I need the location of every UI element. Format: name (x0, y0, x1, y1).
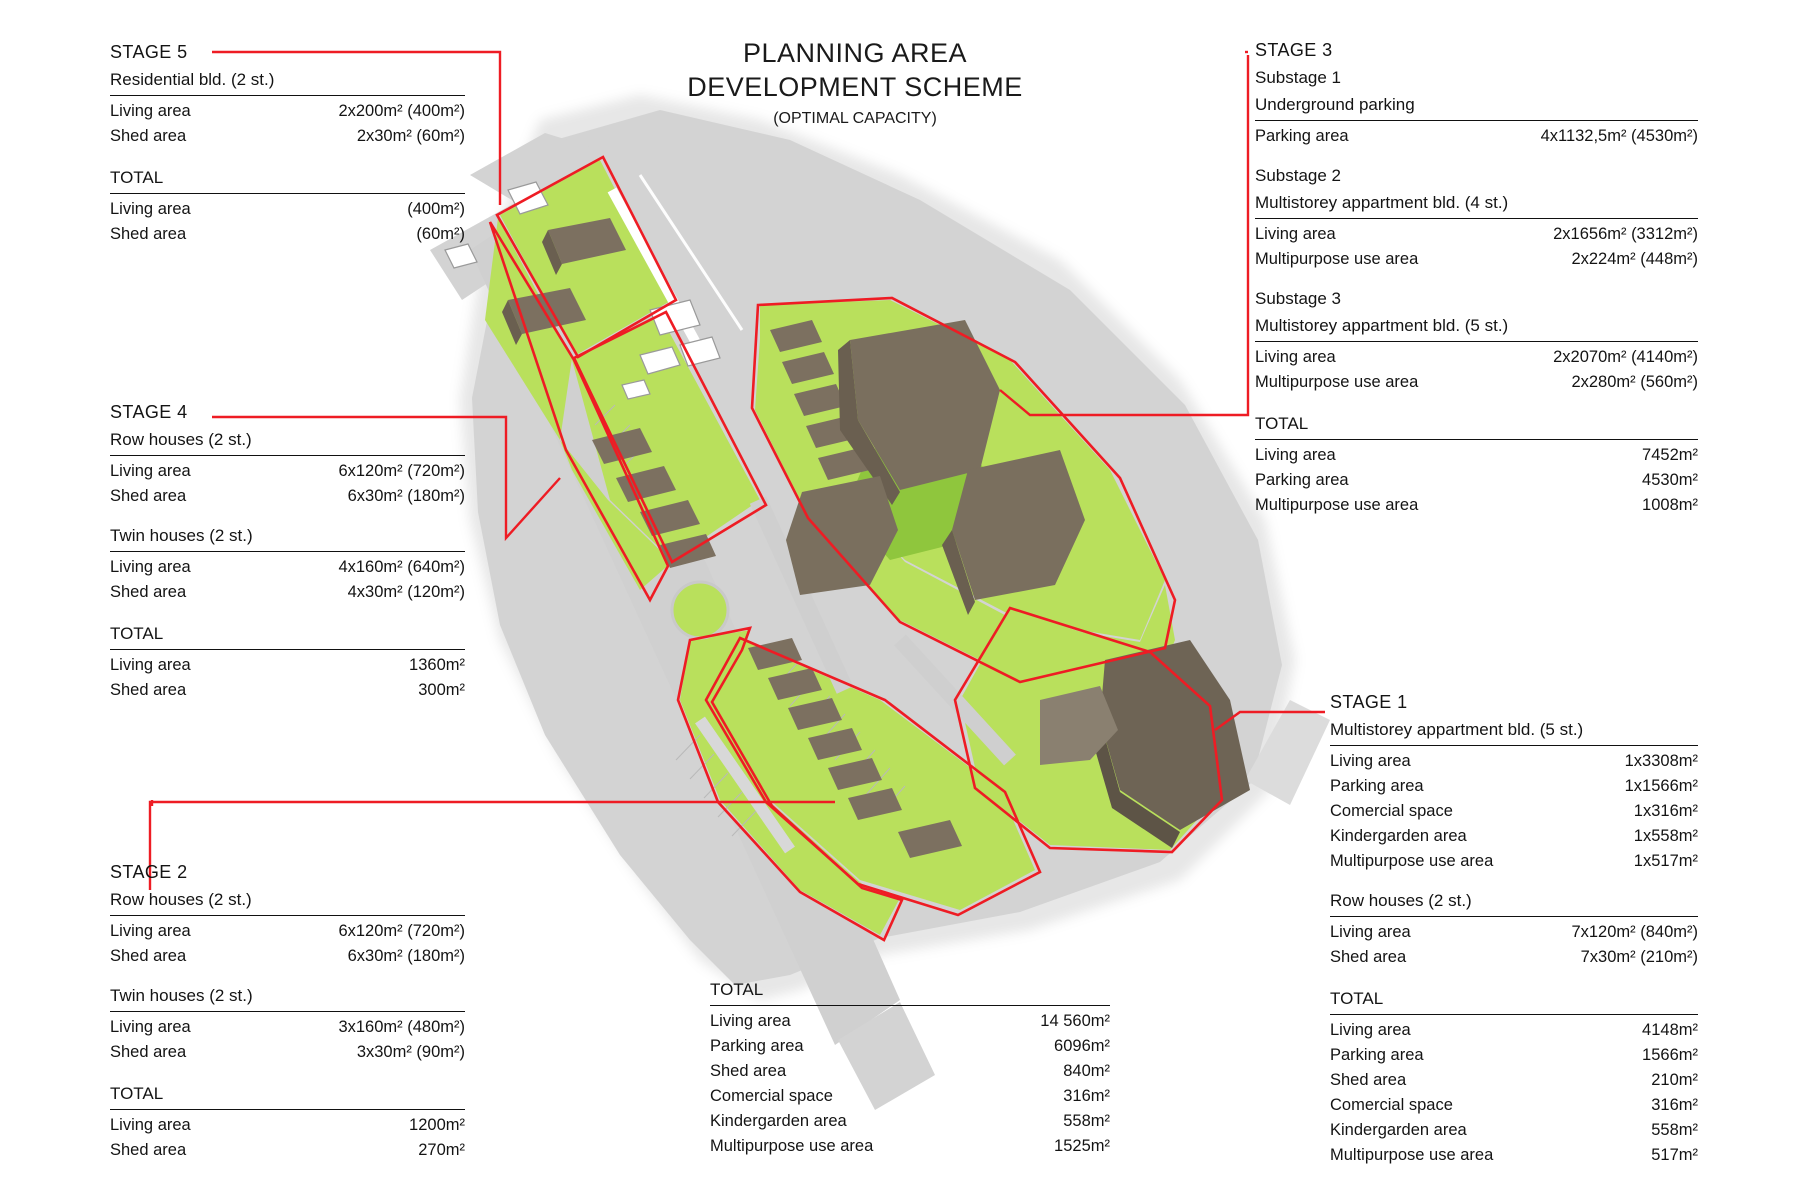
row-value: 270m² (418, 1141, 465, 1159)
row-label: Shed area (110, 681, 187, 699)
row-value: 1x558m² (1633, 827, 1698, 845)
table-row (710, 1009, 1110, 1034)
row-value: 2x30m² (60m²) (356, 127, 465, 145)
table-row (110, 1015, 465, 1040)
stage-1-group-2-rows (1330, 916, 1698, 970)
row-value: 2x280m² (560m²) (1571, 373, 1698, 391)
row-value: 2x200m² (400m²) (338, 102, 465, 120)
row-label: Multipurpose use area (1255, 250, 1419, 268)
table-row (1330, 849, 1698, 874)
panel-stage-4 (110, 400, 465, 703)
table-row (710, 1109, 1110, 1134)
table-row (110, 1113, 465, 1138)
table-row (110, 555, 465, 580)
table-row (1330, 799, 1698, 824)
table-row (710, 1134, 1110, 1159)
row-label: Shed area (1330, 1071, 1407, 1089)
row-label: Shed area (110, 487, 187, 505)
row-value: 6x30m² (180m²) (347, 487, 465, 505)
row-value: 1x1566m² (1624, 777, 1698, 795)
row-label: Kindergarden area (1330, 1121, 1467, 1139)
row-value: 1008m² (1642, 496, 1698, 514)
stage-4-group-2-rows (110, 551, 465, 605)
row-label: Living area (110, 462, 191, 480)
panel-stage-1 (1330, 690, 1698, 1168)
table-row (1330, 1018, 1698, 1043)
row-label: Comercial space (710, 1087, 833, 1105)
row-value: 1566m² (1642, 1046, 1698, 1064)
row-label: Living area (110, 1018, 191, 1036)
row-label: Parking area (1255, 127, 1349, 145)
stage-3-substage-1-title: Underground parking (1255, 95, 1415, 114)
table-row (1330, 1118, 1698, 1143)
table-row (1330, 774, 1698, 799)
stage-1-group-1-rows (1330, 745, 1698, 874)
row-value: 2x224m² (448m²) (1571, 250, 1698, 268)
table-row (1255, 443, 1698, 468)
row-label: Parking area (1330, 777, 1424, 795)
table-row (1330, 824, 1698, 849)
stage-2-total-rows (110, 1109, 465, 1163)
row-label: Comercial space (1330, 1096, 1453, 1114)
row-value: 210m² (1651, 1071, 1698, 1089)
table-row (110, 678, 465, 703)
table-row (1255, 468, 1698, 493)
row-value: 517m² (1651, 1146, 1698, 1164)
panel-stage-5 (110, 40, 465, 247)
title-subtitle: (OPTIMAL CAPACITY) (773, 110, 937, 127)
row-value: 14 560m² (1040, 1012, 1110, 1030)
row-value: 1x517m² (1633, 852, 1698, 870)
row-value: 6x120m² (720m²) (338, 922, 465, 940)
stage-5-group-1-rows (110, 95, 465, 149)
row-value: 2x2070m² (4140m²) (1553, 348, 1698, 366)
row-value: 1360m² (409, 656, 465, 674)
row-label: Living area (710, 1012, 791, 1030)
table-row (710, 1059, 1110, 1084)
row-value: 316m² (1651, 1096, 1698, 1114)
stage-3-substage-2-title: Multistorey appartment bld. (4 st.) (1255, 193, 1509, 212)
row-label: Comercial space (1330, 802, 1453, 820)
table-row (1330, 920, 1698, 945)
stage-3-total-rows (1255, 439, 1698, 518)
row-value: 840m² (1063, 1062, 1110, 1080)
row-label: Shed area (110, 127, 187, 145)
panel-stage-2 (110, 860, 465, 1163)
stage-5-total-rows (110, 193, 465, 247)
roundabout (672, 582, 728, 638)
page-title (620, 36, 1090, 128)
stage-3-substage-1-name: Substage 1 (1255, 68, 1342, 87)
row-label: Kindergarden area (710, 1112, 847, 1130)
row-label: Shed area (110, 1141, 187, 1159)
row-label: Shed area (110, 947, 187, 965)
row-value: 3x160m² (480m²) (338, 1018, 465, 1036)
stage-1-total-rows (1330, 1014, 1698, 1168)
panel-grand-total (710, 975, 1110, 1159)
stage-4-group-2-title: Twin houses (2 st.) (110, 526, 253, 545)
stage-2-name: STAGE 2 (110, 862, 188, 882)
table-row (1255, 124, 1698, 149)
row-label: Living area (110, 1116, 191, 1134)
stage-3-substage-1-rows (1255, 120, 1698, 149)
row-label: Living area (110, 656, 191, 674)
row-label: Multipurpose use area (1330, 852, 1494, 870)
table-row (1330, 945, 1698, 970)
stage-3-substage-3-rows (1255, 341, 1698, 395)
stage-1-group-2-title: Row houses (2 st.) (1330, 891, 1472, 910)
row-label: Multipurpose use area (1255, 373, 1419, 391)
row-label: Parking area (1255, 471, 1349, 489)
row-label: Living area (1330, 752, 1411, 770)
stage-3-substage-2-name: Substage 2 (1255, 166, 1342, 185)
stage-4-group-1-rows (110, 455, 465, 509)
row-value: 3x30m² (90m²) (356, 1043, 465, 1061)
table-row (110, 222, 465, 247)
row-label: Shed area (110, 583, 187, 601)
row-label: Shed area (110, 1043, 187, 1061)
table-row (1330, 1043, 1698, 1068)
row-label: Shed area (110, 225, 187, 243)
stage-4-total-rows (110, 649, 465, 703)
stage-2-group-2-rows (110, 1011, 465, 1065)
table-row (110, 99, 465, 124)
stage-3-name: STAGE 3 (1255, 40, 1333, 60)
row-label: Parking area (710, 1037, 804, 1055)
row-value: 4530m² (1642, 471, 1698, 489)
table-row (1255, 247, 1698, 272)
row-label: Living area (1255, 225, 1336, 243)
row-value: 1x316m² (1633, 802, 1698, 820)
stage-5-group-1-title: Residential bld. (2 st.) (110, 70, 275, 89)
table-row (710, 1084, 1110, 1109)
table-row (110, 124, 465, 149)
table-row (110, 653, 465, 678)
row-label: Shed area (710, 1062, 787, 1080)
table-row (110, 1138, 465, 1163)
row-label: Multipurpose use area (710, 1137, 874, 1155)
row-value: 7x120m² (840m²) (1571, 923, 1698, 941)
title-line-1: PLANNING AREA (742, 38, 968, 68)
row-label: Living area (1330, 923, 1411, 941)
row-value: 558m² (1063, 1112, 1110, 1130)
row-value: 2x1656m² (3312m²) (1553, 225, 1698, 243)
table-row (1330, 749, 1698, 774)
row-value: (400m²) (407, 200, 465, 218)
stage-4-group-1-title: Row houses (2 st.) (110, 430, 252, 449)
stage-1-total-title: TOTAL (1330, 989, 1384, 1008)
table-row (1330, 1093, 1698, 1118)
stage-3-substage-2-rows (1255, 218, 1698, 272)
table-row (110, 484, 465, 509)
title-line-2: DEVELOPMENT SCHEME (687, 72, 1023, 102)
row-value: 6x30m² (180m²) (347, 947, 465, 965)
stage-5-name: STAGE 5 (110, 42, 188, 62)
row-label: Living area (110, 558, 191, 576)
row-value: 4x1132,5m² (4530m²) (1540, 127, 1698, 145)
panel-stage-3 (1255, 38, 1698, 518)
row-value: 7x30m² (210m²) (1580, 948, 1698, 966)
stage-3-total-title: TOTAL (1255, 414, 1309, 433)
stage-2-group-1-rows (110, 915, 465, 969)
table-row (110, 459, 465, 484)
stage-3-substage-3-title: Multistorey appartment bld. (5 st.) (1255, 316, 1509, 335)
row-label: Living area (1255, 446, 1336, 464)
row-value: 4148m² (1642, 1021, 1698, 1039)
stage-2-total-title: TOTAL (110, 1084, 164, 1103)
table-row (1255, 345, 1698, 370)
stage-2-group-2-title: Twin houses (2 st.) (110, 986, 253, 1005)
row-label: Multipurpose use area (1255, 496, 1419, 514)
row-value: (60m²) (416, 225, 465, 243)
row-label: Shed area (1330, 948, 1407, 966)
table-row (110, 197, 465, 222)
stage-4-name: STAGE 4 (110, 402, 188, 422)
table-row (1330, 1143, 1698, 1168)
row-value: 4x160m² (640m²) (338, 558, 465, 576)
row-value: 1525m² (1054, 1137, 1110, 1155)
row-value: 6096m² (1054, 1037, 1110, 1055)
stage-3-substage-3-name: Substage 3 (1255, 289, 1342, 308)
row-label: Parking area (1330, 1046, 1424, 1064)
table-row (1330, 1068, 1698, 1093)
grand-total-rows (710, 1005, 1110, 1159)
table-row (710, 1034, 1110, 1059)
stage-2-group-1-title: Row houses (2 st.) (110, 890, 252, 909)
row-value: 1200m² (409, 1116, 465, 1134)
grand-total-title: TOTAL (710, 980, 764, 999)
table-row (1255, 370, 1698, 395)
row-label: Living area (110, 102, 191, 120)
row-value: 7452m² (1642, 446, 1698, 464)
row-value: 6x120m² (720m²) (338, 462, 465, 480)
row-label: Kindergarden area (1330, 827, 1467, 845)
row-value: 4x30m² (120m²) (347, 583, 465, 601)
table-row (110, 944, 465, 969)
table-row (110, 580, 465, 605)
row-label: Living area (110, 200, 191, 218)
row-label: Living area (1330, 1021, 1411, 1039)
row-value: 300m² (418, 681, 465, 699)
stage-5-total-title: TOTAL (110, 168, 164, 187)
stage-4-total-title: TOTAL (110, 624, 164, 643)
stage-1-group-1-title: Multistorey appartment bld. (5 st.) (1330, 720, 1584, 739)
row-label: Living area (1255, 348, 1336, 366)
table-row (1255, 493, 1698, 518)
row-value: 316m² (1063, 1087, 1110, 1105)
row-label: Living area (110, 922, 191, 940)
stage-1-name: STAGE 1 (1330, 692, 1408, 712)
table-row (1255, 222, 1698, 247)
table-row (110, 1040, 465, 1065)
row-label: Multipurpose use area (1330, 1146, 1494, 1164)
table-row (110, 919, 465, 944)
row-value: 1x3308m² (1624, 752, 1698, 770)
row-value: 558m² (1651, 1121, 1698, 1139)
